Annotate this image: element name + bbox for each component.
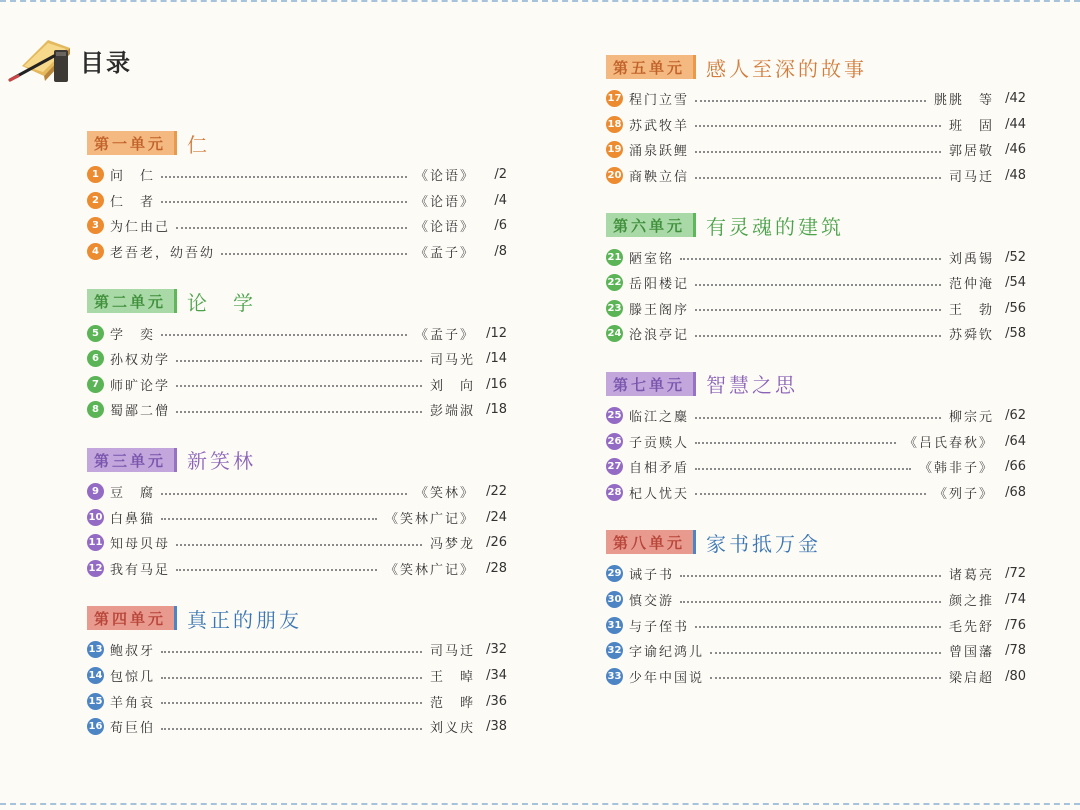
toc-entry[interactable]	[606, 664, 1026, 690]
lesson-title: 问 仁	[110, 169, 156, 185]
lesson-number-badge: 21	[606, 249, 623, 266]
lesson-number-badge: 16	[87, 718, 104, 735]
lesson-title: 自相矛盾	[629, 461, 690, 477]
unit-heading	[606, 210, 1026, 240]
dot-leader	[176, 411, 422, 413]
unit-label: 第五单元	[606, 55, 696, 79]
lesson-title: 慎交游	[629, 594, 675, 610]
lesson-number-badge: 17	[606, 90, 623, 107]
unit-heading	[87, 603, 507, 633]
dot-leader	[695, 284, 941, 286]
lesson-page-number: /28	[486, 560, 507, 576]
toc-entry[interactable]	[87, 239, 507, 265]
lesson-page-number: /80	[1005, 668, 1026, 684]
lesson-page-number: /62	[1005, 408, 1026, 424]
lesson-author: 《论语》	[414, 194, 475, 210]
unit-name: 家书抵万金	[706, 531, 822, 556]
dot-leader	[176, 544, 422, 546]
lesson-page-number: /52	[1005, 249, 1026, 265]
unit-heading	[606, 527, 1026, 557]
lesson-page-number: /14	[486, 351, 507, 367]
lesson-author: 《孟子》	[414, 246, 475, 262]
toc-entry[interactable]	[87, 188, 507, 214]
page-title: 目录	[80, 48, 132, 77]
lesson-author: 柳宗元	[948, 410, 994, 426]
toc-entry[interactable]	[87, 714, 507, 740]
lesson-page-number: /22	[486, 484, 507, 500]
dot-leader	[161, 493, 407, 495]
toc-entry[interactable]	[87, 213, 507, 239]
lesson-page-number: /72	[1005, 566, 1026, 582]
lesson-page-number: /78	[1005, 643, 1026, 659]
lesson-page-number: /36	[486, 693, 507, 709]
dot-leader	[176, 569, 377, 571]
lesson-title: 羊角哀	[110, 695, 156, 711]
unit-heading	[87, 445, 507, 475]
toc-entry[interactable]	[87, 479, 507, 505]
lesson-author: 《论语》	[414, 220, 475, 236]
lesson-author: 曾国藩	[948, 645, 994, 661]
toc-entry[interactable]	[606, 428, 1026, 454]
dot-leader	[695, 125, 941, 127]
lesson-number-badge: 19	[606, 141, 623, 158]
lesson-page-number: /24	[486, 509, 507, 525]
lesson-author: 毛先舒	[948, 619, 994, 635]
unit-section	[87, 128, 507, 264]
unit-name: 有灵魂的建筑	[706, 214, 845, 239]
lesson-title: 知母贝母	[110, 537, 171, 553]
toc-entry[interactable]	[606, 454, 1026, 480]
lesson-number-badge: 12	[87, 560, 104, 577]
lesson-author: 《笑林》	[414, 486, 475, 502]
toc-entry[interactable]	[606, 638, 1026, 664]
unit-heading	[87, 286, 507, 316]
lesson-author: 彭端淑	[429, 404, 475, 420]
unit-label: 第七单元	[606, 372, 696, 396]
lesson-page-number: /38	[486, 719, 507, 735]
lesson-title: 诫子书	[629, 568, 675, 584]
lesson-author: 梁启超	[948, 670, 994, 686]
lesson-number-badge: 32	[606, 642, 623, 659]
dot-leader	[695, 151, 941, 153]
toc-entry[interactable]	[87, 372, 507, 398]
lesson-author: 颜之推	[948, 594, 994, 610]
lesson-title: 子贡赎人	[629, 435, 690, 451]
dot-leader	[161, 334, 407, 336]
lesson-number-badge: 30	[606, 591, 623, 608]
lesson-page-number: /58	[1005, 326, 1026, 342]
lesson-title: 豆 腐	[110, 486, 156, 502]
lesson-page-number: /48	[1005, 168, 1026, 184]
lesson-page-number: /6	[494, 218, 507, 234]
lesson-page-number: /4	[494, 192, 507, 208]
lesson-title: 荀巨伯	[110, 721, 156, 737]
lesson-author: 刘义庆	[429, 721, 475, 737]
lesson-title: 苏武牧羊	[629, 118, 690, 134]
dot-leader	[161, 176, 407, 178]
dot-leader	[680, 258, 941, 260]
lesson-title: 字谕纪鸿儿	[629, 645, 705, 661]
lesson-number-badge: 33	[606, 668, 623, 685]
toc-entry[interactable]	[87, 556, 507, 582]
dot-leader	[695, 309, 941, 311]
unit-label: 第二单元	[87, 289, 177, 313]
dot-leader	[221, 253, 407, 255]
lesson-author: 范 晔	[429, 695, 475, 711]
lesson-number-badge: 23	[606, 300, 623, 317]
lesson-title: 陋室铭	[629, 251, 675, 267]
toc-entry[interactable]	[87, 504, 507, 530]
toc-entry[interactable]	[87, 663, 507, 689]
lesson-number-badge: 28	[606, 484, 623, 501]
lesson-number-badge: 10	[87, 509, 104, 526]
lesson-title: 岳阳楼记	[629, 277, 690, 293]
lesson-number-badge: 18	[606, 116, 623, 133]
lesson-title: 学 奕	[110, 327, 156, 343]
unit-label: 第四单元	[87, 606, 177, 630]
lesson-page-number: /18	[486, 402, 507, 418]
lesson-number-badge: 3	[87, 217, 104, 234]
lesson-title: 商鞅立信	[629, 170, 690, 186]
dot-leader	[680, 575, 941, 577]
unit-heading	[87, 128, 507, 158]
lesson-author: 刘禹锡	[948, 251, 994, 267]
dot-leader	[176, 360, 422, 362]
lesson-number-badge: 27	[606, 458, 623, 475]
toc-column-left	[87, 128, 507, 762]
dot-leader	[695, 100, 926, 102]
lesson-number-badge: 31	[606, 617, 623, 634]
lesson-author: 班 固	[948, 118, 994, 134]
lesson-page-number: /66	[1005, 459, 1026, 475]
lesson-title: 杞人忧天	[629, 486, 690, 502]
toc-entry[interactable]	[606, 480, 1026, 506]
dot-leader	[710, 677, 941, 679]
lesson-author: 《吕氏春秋》	[903, 435, 994, 451]
lesson-number-badge: 8	[87, 401, 104, 418]
dot-leader	[161, 702, 422, 704]
lesson-page-number: /34	[486, 668, 507, 684]
lesson-page-number: /32	[486, 642, 507, 658]
lesson-page-number: /68	[1005, 484, 1026, 500]
lesson-page-number: /2	[494, 167, 507, 183]
unit-name: 新笑林	[187, 449, 257, 474]
toc-entry[interactable]	[606, 561, 1026, 587]
toc-entry[interactable]	[606, 296, 1026, 322]
unit-name: 仁	[187, 132, 211, 157]
dot-leader	[161, 728, 422, 730]
toc-entry[interactable]	[87, 530, 507, 556]
lesson-author: 郭居敬	[948, 144, 994, 160]
lesson-author: 《列子》	[933, 486, 994, 502]
unit-section	[87, 286, 507, 422]
lesson-author: 司马迁	[429, 644, 475, 660]
dot-leader	[161, 201, 407, 203]
top-dashed-border	[0, 0, 1080, 2]
lesson-number-badge: 14	[87, 667, 104, 684]
lesson-title: 师旷论学	[110, 378, 171, 394]
dot-leader	[695, 442, 896, 444]
lesson-title: 滕王阁序	[629, 302, 690, 318]
unit-section	[87, 603, 507, 739]
dot-leader	[176, 227, 407, 229]
toc-entry[interactable]	[87, 397, 507, 423]
dot-leader	[176, 385, 422, 387]
lesson-title: 为仁由己	[110, 220, 171, 236]
lesson-title: 孙权劝学	[110, 353, 171, 369]
lesson-page-number: /74	[1005, 592, 1026, 608]
lesson-author: 王 勃	[948, 302, 994, 318]
unit-name: 真正的朋友	[187, 607, 303, 632]
unit-label: 第六单元	[606, 213, 696, 237]
toc-entry[interactable]	[606, 244, 1026, 270]
unit-label: 第一单元	[87, 131, 177, 155]
unit-heading	[606, 52, 1026, 82]
dot-leader	[695, 335, 941, 337]
lesson-author: 王 晫	[429, 670, 475, 686]
lesson-title: 程门立雪	[629, 93, 690, 109]
lesson-author: 苏舜钦	[948, 328, 994, 344]
lesson-author: 朓朓 等	[933, 93, 994, 109]
toc-entry[interactable]	[606, 112, 1026, 138]
lesson-number-badge: 15	[87, 693, 104, 710]
lesson-number-badge: 6	[87, 350, 104, 367]
lesson-title: 与子侄书	[629, 619, 690, 635]
lesson-page-number: /42	[1005, 91, 1026, 107]
toc-entry[interactable]	[87, 637, 507, 663]
toc-entry[interactable]	[87, 346, 507, 372]
lesson-number-badge: 29	[606, 565, 623, 582]
lesson-page-number: /8	[494, 244, 507, 260]
lesson-number-badge: 7	[87, 376, 104, 393]
lesson-author: 司马迁	[948, 170, 994, 186]
lesson-title: 包惊几	[110, 670, 156, 686]
lesson-title: 临江之麋	[629, 410, 690, 426]
dot-leader	[695, 626, 941, 628]
lesson-author: 冯梦龙	[429, 537, 475, 553]
lesson-author: 刘 向	[429, 378, 475, 394]
lesson-number-badge: 20	[606, 167, 623, 184]
lesson-page-number: /16	[486, 376, 507, 392]
toc-entry[interactable]	[606, 321, 1026, 347]
lesson-number-badge: 5	[87, 325, 104, 342]
toc-entry[interactable]	[606, 612, 1026, 638]
dot-leader	[695, 468, 911, 470]
lesson-author: 《论语》	[414, 169, 475, 185]
unit-label: 第三单元	[87, 448, 177, 472]
unit-heading	[606, 369, 1026, 399]
toc-entry[interactable]	[606, 270, 1026, 296]
dot-leader	[680, 601, 941, 603]
unit-label: 第八单元	[606, 530, 696, 554]
lesson-author: 范仲淹	[948, 277, 994, 293]
lesson-number-badge: 24	[606, 325, 623, 342]
lesson-title: 老吾老，幼吾幼	[110, 246, 216, 262]
toc-entry[interactable]	[606, 137, 1026, 163]
lesson-title: 蜀鄙二僧	[110, 404, 171, 420]
toc-entry[interactable]	[606, 587, 1026, 613]
lesson-number-badge: 9	[87, 483, 104, 500]
lesson-number-badge: 2	[87, 192, 104, 209]
dot-leader	[695, 417, 941, 419]
lesson-author: 《笑林广记》	[384, 511, 475, 527]
lesson-number-badge: 11	[87, 534, 104, 551]
dot-leader	[161, 651, 422, 653]
unit-section	[606, 52, 1026, 188]
lesson-author: 《笑林广记》	[384, 562, 475, 578]
lesson-author: 《孟子》	[414, 327, 475, 343]
lesson-number-badge: 22	[606, 274, 623, 291]
dot-leader	[161, 677, 422, 679]
lesson-title: 鲍叔牙	[110, 644, 156, 660]
unit-name: 感人至深的故事	[706, 56, 868, 81]
lesson-title: 仁 者	[110, 194, 156, 210]
dot-leader	[710, 652, 941, 654]
lesson-title: 白鼻猫	[110, 511, 156, 527]
unit-name: 智慧之思	[706, 373, 799, 398]
bottom-dashed-border	[0, 803, 1080, 805]
toc-entry[interactable]	[606, 163, 1026, 189]
lesson-number-badge: 26	[606, 433, 623, 450]
lesson-title: 我有马足	[110, 562, 171, 578]
lesson-author: 《韩非子》	[918, 461, 994, 477]
lesson-author: 司马光	[429, 353, 475, 369]
toc-entry[interactable]	[87, 162, 507, 188]
lesson-page-number: /26	[486, 535, 507, 551]
lesson-number-badge: 4	[87, 243, 104, 260]
dot-leader	[695, 177, 941, 179]
toc-entry[interactable]	[606, 86, 1026, 112]
unit-section	[606, 210, 1026, 346]
lesson-author: 诸葛亮	[948, 568, 994, 584]
lesson-page-number: /54	[1005, 275, 1026, 291]
unit-name: 论 学	[187, 290, 257, 315]
unit-section	[606, 369, 1026, 505]
lesson-page-number: /12	[486, 325, 507, 341]
lesson-title: 少年中国说	[629, 670, 705, 686]
lesson-number-badge: 1	[87, 166, 104, 183]
lesson-title: 沧浪亭记	[629, 328, 690, 344]
lesson-page-number: /64	[1005, 433, 1026, 449]
lesson-title: 涌泉跃鲤	[629, 144, 690, 160]
toc-entry[interactable]	[606, 403, 1026, 429]
lesson-number-badge: 25	[606, 407, 623, 424]
lesson-page-number: /56	[1005, 300, 1026, 316]
dot-leader	[161, 518, 377, 520]
lesson-page-number: /76	[1005, 617, 1026, 633]
unit-section	[606, 527, 1026, 689]
lesson-page-number: /44	[1005, 116, 1026, 132]
toc-column-right	[606, 52, 1026, 711]
toc-header	[8, 36, 132, 84]
lesson-page-number: /46	[1005, 142, 1026, 158]
book-pen-icon	[8, 36, 74, 84]
dot-leader	[695, 493, 926, 495]
lesson-number-badge: 13	[87, 641, 104, 658]
toc-entry[interactable]	[87, 688, 507, 714]
unit-section	[87, 445, 507, 581]
toc-entry[interactable]	[87, 320, 507, 346]
